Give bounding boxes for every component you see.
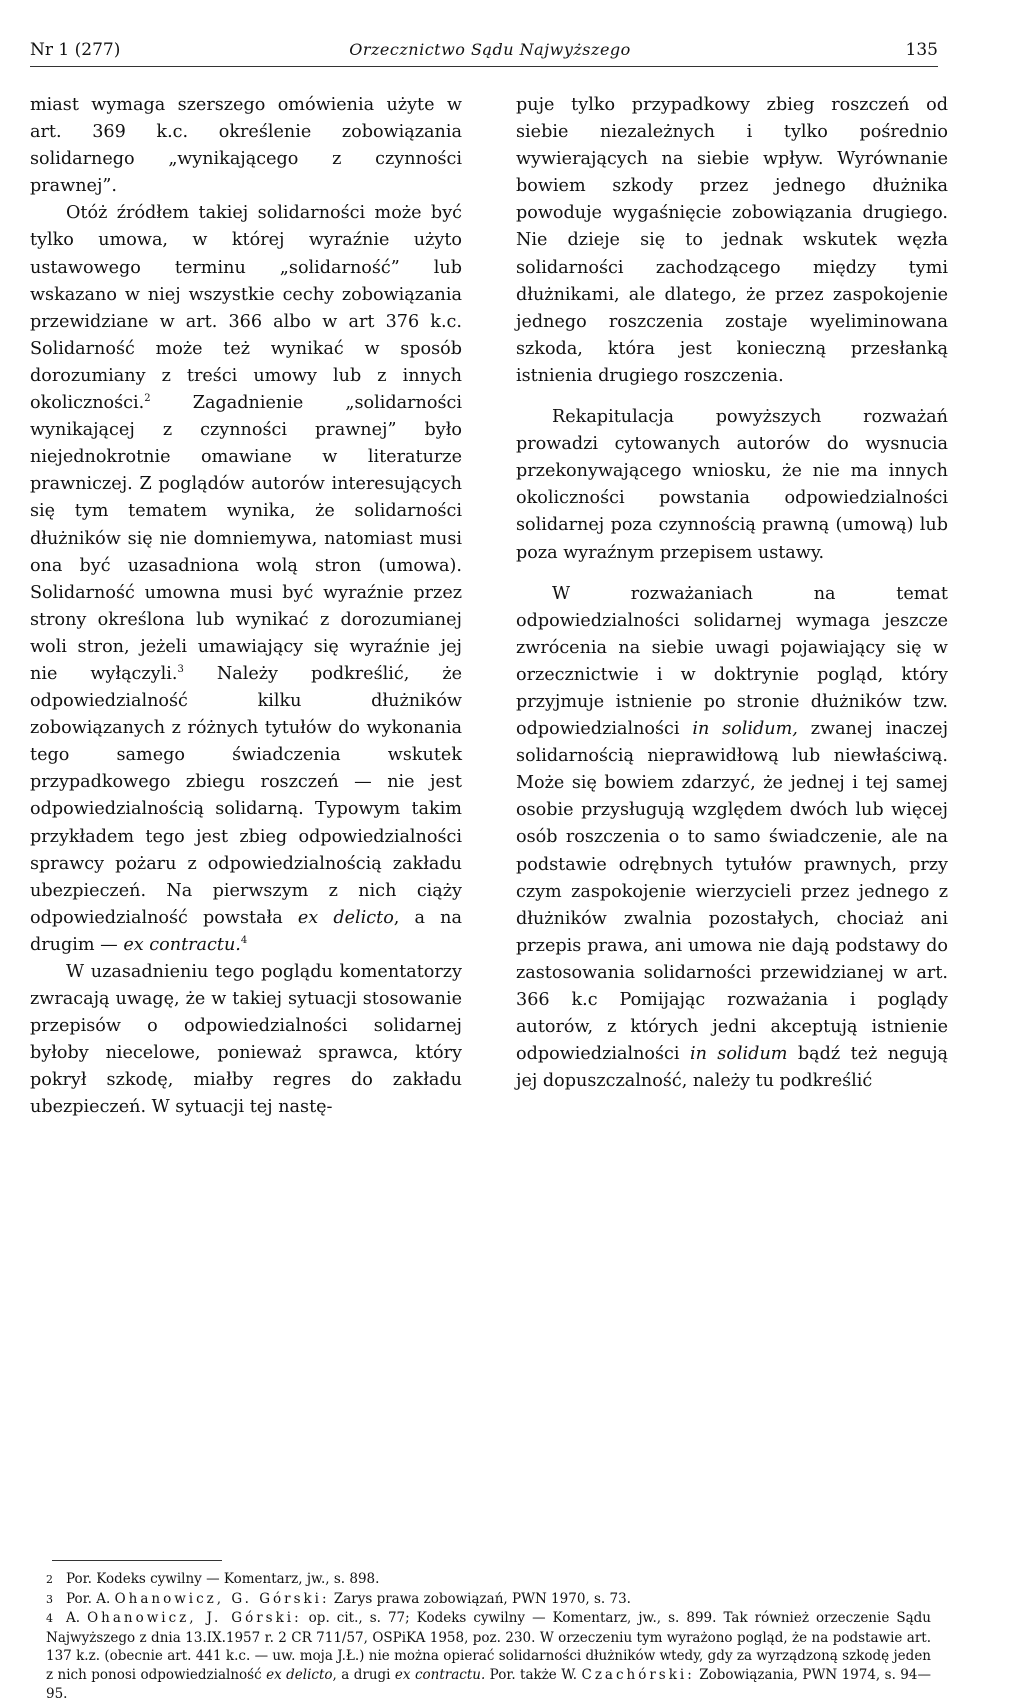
footnote: 3 Por. A. Ohanowicz, G. Górski: Zarys prawa zobowiązań, PWN 1970, s. 73. xyxy=(46,1590,631,1607)
paragraph: W rozważaniach na temat odpowiedzialności solidarnej wymaga jeszcze zwrócenia na siebie uwagi pojawiający się w orzecznictwie i w doktrynie pogląd, który przyjmuje istnienie po stronie dłużników tzw. odpowiedzialności in solidum, zwanej inaczej solidarnością nieprawidłową lub niewłaściwą. Może się bowiem zdarzyć, że jednej i tej samej osobie przysługują względem dwóch lub więcej osób roszczenia o to samo świadczenie, ale na podstawie odrębnych tytułów prawnych, przy czym zaspokojenie wierzycieli przez jednego z dłużników zwalnia pozostałych, chociaż ani przepis prawa, ani umowa nie dają podstawy do zastosowania solidarności przewidzianej w art. 366 k.c Pomijając rozważania i poglądy autorów, z których jedni akceptują istnienie odpowiedzialności in solidum bądź też negują jej dopuszczalność, należy tu podkreślić xyxy=(516,583,949,1092)
footnote-ref[interactable]: 3 xyxy=(177,664,184,676)
footnote-ref[interactable]: 4 xyxy=(240,935,248,947)
footnotes xyxy=(46,1570,931,1703)
paragraph: Otóż źródłem takiej solidarności może być tylko umowa, w której wyraźnie użyto ustawowego terminu „solidarność” lub wskazano w niej wszystkie cechy zobowiązania przewidziane w art. 366 albo w art 376 k.c. Solidarność może też wynikać w sposób dorozumiany z treści umowy lub z innych okoliczności.$^2$ Zagadnienie „solidarności wynikającej z czynności prawnej” było niejednokrotnie omawiane w literaturze prawniczej. Z poglądów autorów interesujących się tym tematem wynika, że solidarności dłużników się nie domniemywa, natomiast musi ona być uzasadniona wolą stron (umowa). Solidarność umowna musi być wyraźnie przez strony określona lub wynikać z dorozumianej woli stron, jeżeli umawiający się wyraźnie jej nie wyłączyli.$^3$ Należy podkreślić, że odpowiedzialność kilku dłużników zobowiązanych z różnych tytułów do wykonania tego samego świadczenia wskutek przypadkowego zbiegu roszczeń — nie jest odpowiedzialnością solidarną. Typowym takim przykładem tego jest zbieg odpowiedzialności sprawcy pożaru z odpowiedzialnością zakładu ubezpieczeń. Na pierwszym z nich ciąży odpowiedzialność powstała ex delicto, a na drugim — ex contractu.$^4$ xyxy=(30,203,462,955)
page-header xyxy=(30,40,938,67)
footnote: 4 A. Ohanowicz, J. Górski: op. cit., s. 77; Kodeks cywilny — Komentarz, jw., s. 899. Tak również orzeczenie Sądu Najwyższego z dnia 13.IX.1957 r. 2 CR 711/57, OSPiKA 1958, poz. 230. W orzeczeniu tym wyrażono pogląd, że na podstawie art. 137 k.z. (obecnie art. 441 k.c. — uw. moja J.Ł.) nie można opierać solidarności dłużników wtedy, gdy za wyrządzoną szkodę jeden z nich ponosi odpowiedzialność ex delicto, a drugi ex contractu. Por. także W. Czachórski: Zobowiązania, PWN 1974, s. 94—95. xyxy=(46,1610,931,1702)
page-number: 135 xyxy=(905,40,938,60)
footnote: 2 Por. Kodeks cywilny — Komentarz, jw., s. 898. xyxy=(46,1571,380,1587)
right-column xyxy=(516,92,948,1095)
paragraph: miast wymaga szerszego omówienia użyte w art. 369 k.c. określenie zobowiązania solidarnego „wynikającego z czynności prawnej”. xyxy=(30,95,462,197)
footnote-divider xyxy=(52,1560,222,1561)
footnote-ref[interactable]: 2 xyxy=(144,393,151,405)
paragraph: W uzasadnieniu tego poglądu komentatorzy zwracają uwagę, że w takiej sytuacji stosowanie przepisów o odpowiedzialności solidarnej byłoby niecelowe, ponieważ sprawca, który pokrył szkodę, miałby regres do zakładu ubezpieczeń. W sytuacji tej nastę- xyxy=(30,962,462,1118)
left-column xyxy=(30,92,462,1122)
paragraph: puje tylko przypadkowy zbieg roszczeń od siebie niezależnych i tylko pośrednio wywierających na siebie wpływ. Wyrównanie bowiem szkody przez jednego dłużnika powoduje wygaśnięcie zobowiązania drugiego. Nie dzieje się to jednak wskutek węzła solidarności zachodzącego między tymi dłużnikami, ale dlatego, że przez zaspokojenie jednego roszczenia zostaje wyeliminowana szkoda, która jest konieczną przesłanką istnienia drugiego roszczenia. xyxy=(516,95,948,386)
paragraph: Rekapitulacja powyższych rozważań prowadzi cytowanych autorów do wysnucia przekonywającego wniosku, że nie ma innych okoliczności powstania odpowiedzialności solidarnej poza czynnością prawną (umową) lub poza wyraźnym przepisem ustawy. xyxy=(516,407,948,563)
issue-number: Nr 1 (277) xyxy=(30,40,121,60)
journal-title: Orzecznictwo Sądu Najwyższego xyxy=(349,40,631,59)
